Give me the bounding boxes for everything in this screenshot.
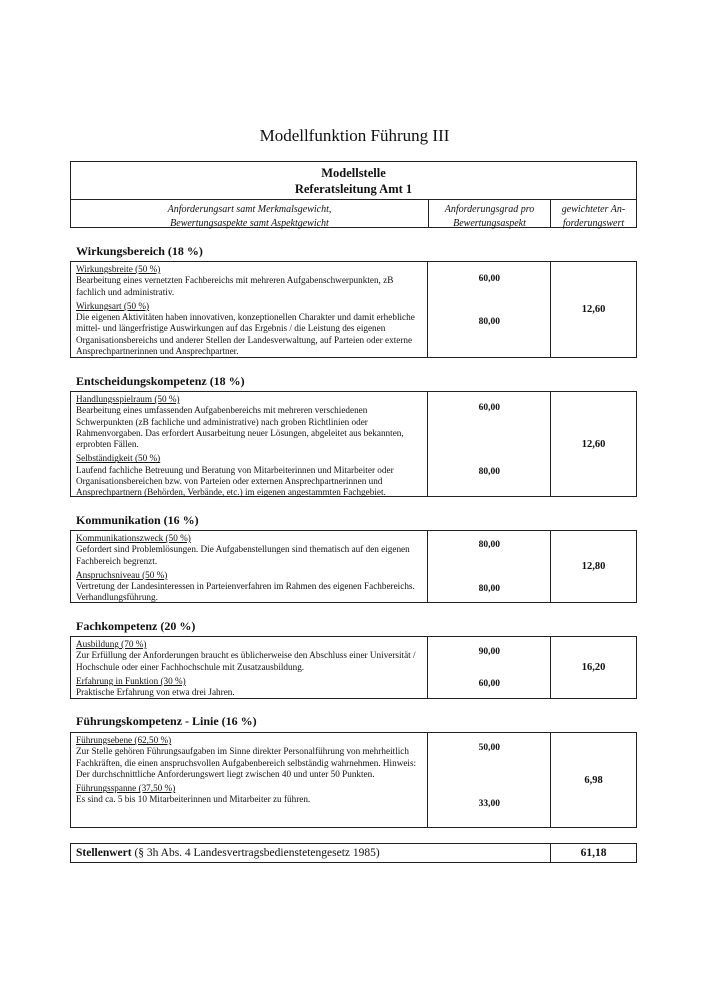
grade-cell: [428, 637, 551, 698]
aspect-text: Es sind ca. 5 bis 10 Mitarbeiterinnen und Mitarbeiter zu führen.: [76, 794, 311, 805]
aspect-label: Wirkungsart (50 %): [76, 300, 150, 311]
header-table: [70, 161, 637, 228]
weighted-value: 12,60: [581, 304, 606, 315]
aspect-text: Vertretung der Landesinteressen in Parteienverfahren im Rahmen des eigenen Fachbereichs. Verhandlungsführung.: [76, 581, 415, 603]
aspect-label: Führungsspanne (37,50 %): [76, 783, 176, 794]
aspect-label: Kommunikationszweck (50 %): [76, 533, 191, 543]
aspect: [76, 394, 422, 450]
grade-value: 60,00: [478, 274, 500, 284]
grade-value: 80,00: [478, 540, 500, 550]
aspect-text: Praktische Erfahrung von etwa drei Jahren.: [76, 687, 235, 698]
column-header-grade: [429, 200, 551, 228]
aspect: [76, 735, 422, 780]
aspect: [76, 453, 422, 498]
grade-value: 80,00: [478, 584, 500, 594]
aspect-text: Zur Erfüllung der Anforderungen braucht es üblicherweise den Abschluss einer Universität / Hochschule oder einer Fachhochschule mit Zusatzausbildung.: [76, 650, 416, 672]
weighted-value: 12,60: [581, 438, 606, 450]
column-header-text: Bewertungsaspekt: [453, 218, 526, 229]
aspect-text: Bearbeitung eines umfassenden Aufgabenbereichs mit mehreren verschiedenen Schwerpunkten (zB fachliche und administrative) nach groben Richtlinien oder Rahmenvorgaben. Das erfordert Ausarbeitung neuer Lösungen, abgeleitet aus bekannten, erprobten Fällen.: [76, 405, 404, 450]
total-row: [70, 843, 637, 863]
aspect-label: Selbständigkeit (50 %): [76, 453, 161, 464]
grade-value: 80,00: [478, 467, 500, 477]
grade-cell: [428, 733, 551, 827]
aspect: [76, 783, 422, 806]
weighted-value: 12,80: [581, 561, 606, 572]
aspect-text: Die eigenen Aktivitäten haben innovativen, konzeptionellen Charakter und damit erhebliche mittel- und längerfristige Auswirkungen auf das Ergebnis / die Leistung des eigenen Organisationsbereichs und anderer Stellen der Landesverwaltung, auf Parteien oder externe Ansprechpartnerinnen und Ansprechpartner.: [76, 312, 415, 357]
section-aspects: [71, 637, 428, 698]
grade-value: 90,00: [478, 647, 500, 657]
grade-value: 60,00: [478, 679, 500, 689]
page-title: Modellfunktion Führung III: [259, 126, 450, 145]
header-title-cell: [71, 162, 636, 200]
column-header-weighted: [551, 200, 636, 228]
section-title: Kommunikation (16 %): [76, 513, 199, 527]
column-header-text: Bewertungsaspekte samt Aspektgewicht: [170, 218, 329, 229]
section-table: [70, 636, 637, 699]
section-title: Fachkompetenz (20 %): [76, 619, 196, 633]
aspect-label: Anspruchsniveau (50 %): [76, 569, 168, 580]
aspect-label: Wirkungsbreite (50 %): [76, 264, 161, 274]
weighted-value: 6,98: [584, 774, 603, 786]
grade-cell: [428, 531, 551, 602]
total-note: (§ 3h Abs. 4 Landesvertragsbedienstetengesetz 1985): [134, 847, 380, 859]
column-header-text: Anforderungsart samt Merkmalsgewicht,: [167, 204, 332, 215]
header-line1: Modellstelle: [321, 166, 386, 180]
total-label: Stellenwert: [76, 847, 132, 859]
section-title: Wirkungsbereich (18 %): [76, 244, 203, 258]
section-aspects: [71, 733, 428, 827]
aspect: [76, 301, 422, 357]
aspect: [76, 264, 422, 298]
grade-cell: [428, 392, 551, 496]
weighted-value: 16,20: [581, 662, 606, 673]
section-table: [70, 261, 637, 358]
aspect: [76, 676, 422, 699]
section-table: [70, 391, 637, 497]
column-header-aspects: [71, 200, 429, 228]
aspect-label: Erfahrung in Funktion (30 %): [76, 675, 186, 686]
section-table: [70, 732, 637, 828]
aspect-label: Ausbildung (70 %): [76, 639, 147, 649]
aspect-label: Führungsebene (62,50 %): [76, 735, 172, 745]
aspect-text: Laufend fachliche Betreuung und Beratung von Mitarbeiterinnen und Mitarbeiter oder Organisationsbereichen bzw. von Parteien oder externen Ansprechpartnerinnen und Ansprechpartnern (Behörden, Verbände, etc.) im eigenen angestammten Fachgebiet.: [76, 464, 394, 498]
column-header-text: gewichteter An-: [561, 204, 626, 215]
section-table: [70, 530, 637, 603]
header-line2: Referatsleitung Amt 1: [294, 182, 413, 196]
total-value: 61,18: [580, 847, 607, 859]
section-title: Führungskompetenz - Linie (16 %): [76, 714, 257, 728]
grade-value: 50,00: [478, 743, 500, 753]
total-label-cell: [71, 844, 551, 862]
aspect-label: Handlungsspielraum (50 %): [76, 394, 180, 404]
column-header-text: forderungswert: [562, 218, 625, 229]
aspect-text: Zur Stelle gehören Führungsaufgaben im Sinne direkter Personalführung von mehrheitlich Fachkräften, die einen anspruchsvollen Aufgabenbereich selbständig wahrnehmen. Hinweis: Der durchschnittliche Anforderungswert liegt zwischen 40 und unter 50 Punkten.: [76, 746, 417, 779]
section-aspects: [71, 262, 428, 357]
section-aspects: [71, 531, 428, 602]
column-header-text: Anforderungsgrad pro: [444, 204, 535, 215]
aspect: [76, 570, 422, 604]
aspect-text: Gefordert sind Problemlösungen. Die Aufgabenstellungen sind thematisch auf den eigenen Fachbereich begrenzt.: [76, 544, 410, 566]
grade-value: 33,00: [478, 799, 500, 809]
section-aspects: [71, 392, 428, 496]
header-columns: [71, 200, 636, 228]
grade-value: 80,00: [478, 317, 500, 327]
section-title: Entscheidungskompetenz (18 %): [76, 374, 245, 388]
aspect-text: Bearbeitung eines vernetzten Fachbereichs mit mehreren Aufgabenschwerpunkten, zB fachlich und administrativ.: [76, 275, 394, 297]
grade-cell: [428, 262, 551, 357]
aspect: [76, 639, 422, 673]
grade-value: 60,00: [478, 403, 500, 413]
aspect: [76, 533, 422, 567]
